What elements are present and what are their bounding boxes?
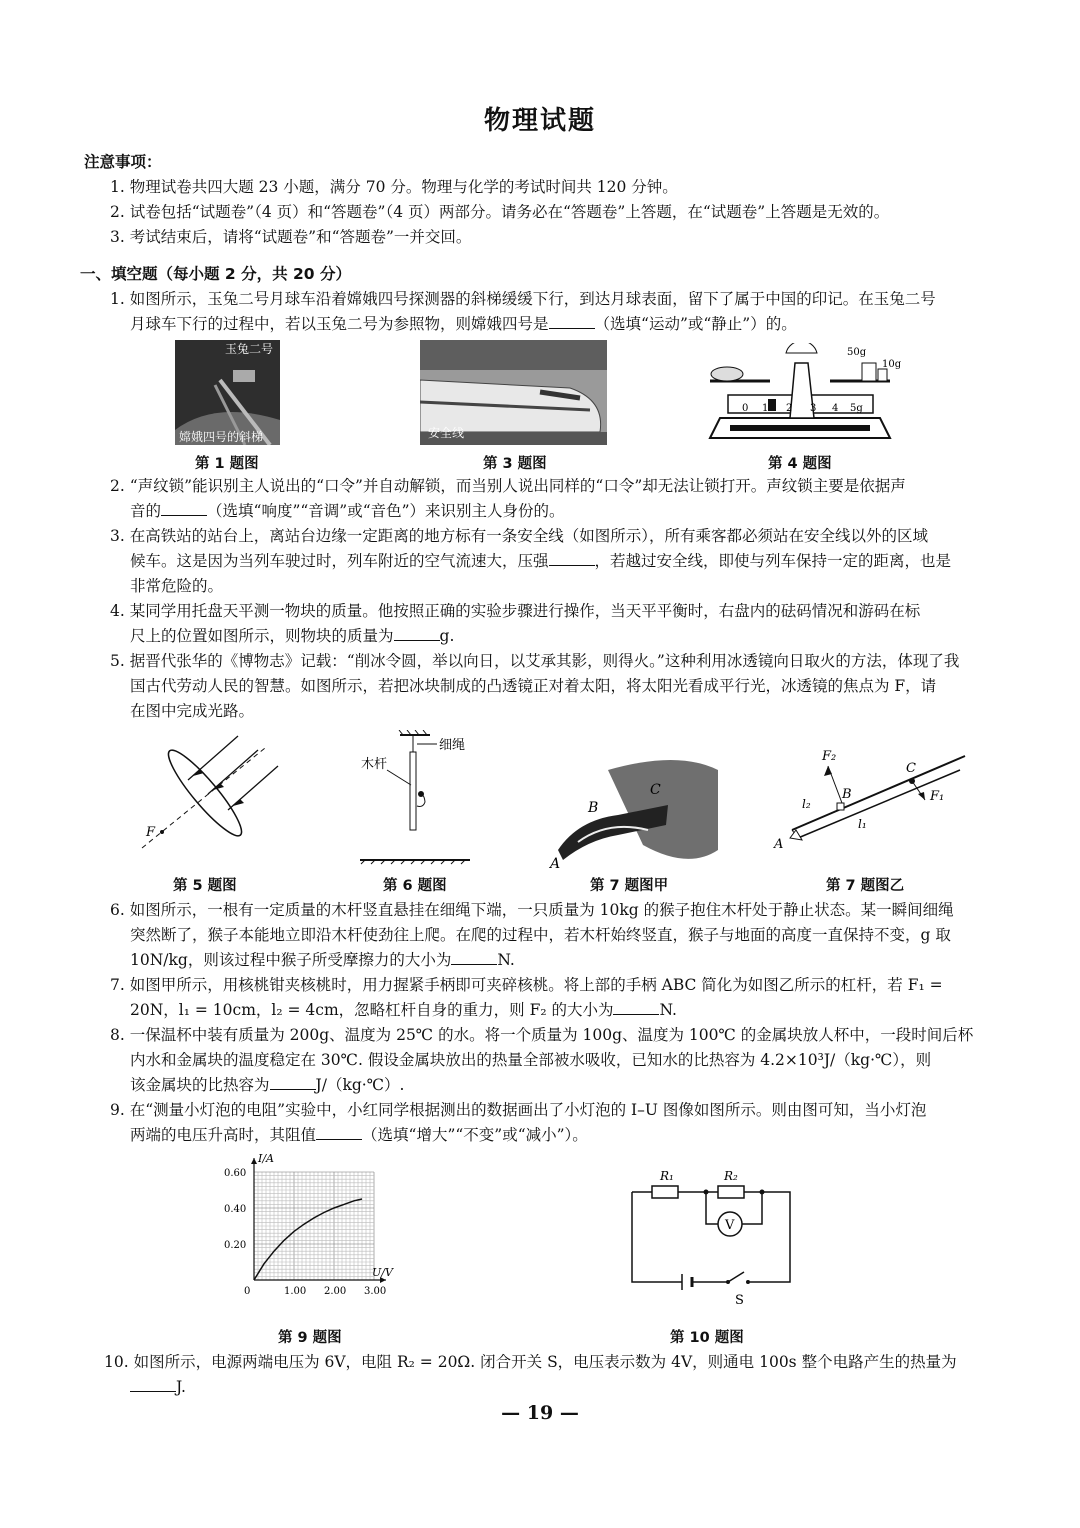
question-5-line: 国古代劳动人民的智慧。如图所示，若把冰块制成的凸透镜正对着太阳，将太阳光看成平行光，冰透镜的焦点为 F，请 bbox=[130, 677, 937, 695]
question-text: ，若越过安全线，即使与列车保持一定的距离，也是 bbox=[594, 552, 952, 570]
photo-label: 玉兔二号 bbox=[225, 342, 274, 356]
x-tick-label: 2.00 bbox=[324, 1286, 347, 1297]
figure-caption: 第 4 题图 bbox=[768, 456, 832, 472]
balance-scale-figure bbox=[690, 343, 910, 445]
resistor-label: R₂ bbox=[724, 1169, 738, 1183]
point-label: B bbox=[588, 800, 599, 816]
question-text: 10N/kg，则该过程中猴子所受摩擦力的大小为 bbox=[130, 951, 452, 969]
question-8-line: 8. 一保温杯中装有质量为 200g、温度为 25℃ 的水。将一个质量为 100g、温度为 100℃ 的金属块放人杯中，一段时间后杯 bbox=[110, 1026, 974, 1044]
weight-label: 50g bbox=[847, 347, 867, 358]
question-text: g. bbox=[439, 627, 455, 645]
notes-heading: 注意事项： bbox=[84, 153, 162, 171]
x-axis-label: U/V bbox=[372, 1266, 393, 1279]
question-text: （选填“响度”“音调”或“音色”）来识别主人身份的。 bbox=[207, 502, 565, 520]
figure-caption: 第 1 题图 bbox=[195, 456, 259, 472]
question-1-line bbox=[130, 312, 797, 336]
nutcracker-figure bbox=[548, 750, 723, 870]
force-label: F₁ bbox=[930, 789, 945, 804]
scale-tick: 1 bbox=[762, 403, 769, 414]
figure-caption: 第 9 题图 bbox=[278, 1330, 342, 1346]
x-tick-label: 0 bbox=[244, 1286, 251, 1297]
question-2-line: 2. “声纹锁”能识别主人说出的“口令”并自动解锁，而当别人说出同样的“口令”却无法让锁打开。声纹锁主要是依据声 bbox=[110, 477, 906, 495]
fig1-photo bbox=[175, 340, 280, 445]
question-5-line: 5. 据晋代张华的《博物志》记载：“削冰令圆，举以向日，以艾承其影，则得火。”这种利用冰透镜向日取火的方法，体现了我 bbox=[110, 652, 960, 670]
question-2-line bbox=[130, 499, 565, 523]
question-text: N. bbox=[497, 951, 515, 969]
answer-blank bbox=[549, 551, 595, 566]
rod-monkey-figure bbox=[355, 730, 485, 865]
scale-tick: 2 bbox=[786, 403, 793, 414]
x-tick-label: 1.00 bbox=[284, 1286, 307, 1297]
resistor-r2 bbox=[718, 1186, 744, 1198]
question-text: 尺上的位置如图所示，则物块的质量为 bbox=[130, 627, 394, 645]
y-axis-arrow bbox=[251, 1158, 257, 1164]
meter-label: V bbox=[725, 1218, 735, 1233]
chart-grid bbox=[254, 1172, 374, 1280]
arm-label: l₁ bbox=[858, 817, 867, 831]
iu-chart bbox=[222, 1150, 412, 1310]
answer-blank bbox=[394, 626, 440, 641]
switch-label: S bbox=[735, 1293, 744, 1308]
question-6-line bbox=[130, 948, 515, 972]
answer-blank bbox=[613, 1000, 659, 1015]
question-text: 20N，l₁ = 10cm，l₂ = 4cm，忽略杠杆自身的重力，则 F₂ 的大小为 bbox=[130, 1001, 614, 1019]
question-3-line bbox=[130, 549, 951, 573]
lens-figure bbox=[130, 728, 290, 858]
figure-caption: 第 3 题图 bbox=[483, 456, 547, 472]
question-3-line: 非常危险的。 bbox=[130, 577, 224, 595]
fig3-photo bbox=[420, 340, 607, 445]
question-text: 两端的电压升高时，其阻值 bbox=[130, 1126, 317, 1144]
scale-tick: 5g bbox=[850, 403, 863, 414]
rope-label: 细绳 bbox=[439, 738, 466, 753]
note-item: 2. 试卷包括“试题卷”（4 页）和“答题卷”（4 页）两部分。请务必在“答题卷”上答题，在“试题卷”上答题是无效的。 bbox=[110, 203, 890, 221]
question-4-line: 4. 某同学用托盘天平测一物块的质量。他按照正确的实验步骤进行操作，当天平平衡时，右盘内的砝码情况和游码在标 bbox=[110, 602, 921, 620]
point-label: A bbox=[550, 856, 561, 870]
figure-caption: 第 10 题图 bbox=[670, 1330, 744, 1346]
answer-blank bbox=[130, 1377, 176, 1392]
question-7-line bbox=[130, 998, 677, 1022]
figure-caption: 第 7 题图乙 bbox=[826, 878, 905, 894]
question-10-line: 10. 如图所示，电源两端电压为 6V，电阻 R₂ = 20Ω. 闭合开关 S，电压表示数为 4V，则通电 100s 整个电路产生的热量为 bbox=[104, 1353, 957, 1371]
scale-tick: 3 bbox=[810, 403, 817, 414]
question-6-line: 突然断了，猴子本能地立即沿木杆使劲往上爬。在爬的过程中，若木杆始终竖直，猴子与地面的高度一直保持不变，g 取 bbox=[130, 926, 951, 944]
point-label: C bbox=[906, 761, 916, 776]
note-item: 1. 物理试卷共四大题 23 小题，满分 70 分。物理与化学的考试时间共 120 分钟。 bbox=[110, 178, 678, 196]
circuit-figure bbox=[620, 1162, 800, 1310]
weight-label: 10g bbox=[882, 359, 902, 370]
answer-blank bbox=[161, 501, 207, 516]
figure-caption: 第 7 题图甲 bbox=[590, 878, 669, 894]
question-4-line bbox=[130, 624, 454, 648]
question-7-line: 7. 如图甲所示，用核桃钳夹核桃时，用力握紧手柄即可夹碎核桃。将上部的手柄 ABC 简化为如图乙所示的杠杆，若 F₁ = bbox=[110, 976, 943, 994]
question-text: N. bbox=[659, 1001, 677, 1019]
focus-label: F bbox=[146, 825, 156, 840]
question-8-line bbox=[130, 1073, 404, 1097]
question-text: 该金属块的比热容为 bbox=[130, 1076, 270, 1094]
y-tick-label: 0.60 bbox=[224, 1168, 247, 1179]
y-tick-label: 0.20 bbox=[224, 1240, 247, 1251]
scale-tick: 0 bbox=[742, 403, 749, 414]
question-8-line: 内水和金属块的温度稳定在 30℃. 假设金属块放出的热量全部被水吸收，已知水的比热容为 4.2×10³J/（kg·℃），则 bbox=[130, 1051, 932, 1069]
rod-label: 木杆 bbox=[361, 757, 388, 772]
question-text: 音的 bbox=[130, 502, 162, 520]
question-text: J. bbox=[176, 1378, 186, 1396]
answer-blank bbox=[316, 1125, 362, 1140]
force-label: F₂ bbox=[822, 749, 837, 764]
point-label: A bbox=[774, 837, 784, 852]
section-heading: 一、填空题（每小题 2 分，共 20 分） bbox=[80, 265, 351, 283]
resistor-r1 bbox=[652, 1186, 678, 1198]
question-5-line: 在图中完成光路。 bbox=[130, 702, 255, 720]
figure-caption: 第 5 题图 bbox=[173, 878, 237, 894]
question-9-line bbox=[130, 1123, 588, 1147]
scale-tick: 4 bbox=[832, 403, 839, 414]
y-tick-label: 0.40 bbox=[224, 1204, 247, 1215]
arm-label: l₂ bbox=[802, 797, 811, 811]
note-item: 3. 考试结束后，请将“试题卷”和“答题卷”一并交回。 bbox=[110, 228, 472, 246]
page-number: — 19 — bbox=[501, 1402, 579, 1424]
point-label: B bbox=[842, 787, 852, 802]
answer-blank bbox=[270, 1075, 316, 1090]
page-title: 物理试题 bbox=[483, 106, 596, 136]
figure-caption: 第 6 题图 bbox=[383, 878, 447, 894]
photo-label: 安全线 bbox=[428, 426, 465, 440]
photo-label: 嫦娥四号的斜梯 bbox=[179, 430, 264, 444]
question-text: （选填“运动”或“静止”）的。 bbox=[594, 315, 797, 333]
lever-diagram-figure bbox=[770, 748, 970, 858]
answer-blank bbox=[451, 950, 497, 965]
question-1-line: 1. 如图所示，玉兔二号月球车沿着嫦娥四号探测器的斜梯缓缓下行，到达月球表面，留下了属于中国的印记。在玉兔二号 bbox=[110, 290, 936, 308]
resistor-label: R₁ bbox=[660, 1169, 674, 1183]
question-9-line: 9. 在“测量小灯泡的电阻”实验中，小红同学根据测出的数据画出了小灯泡的 I–U 图像如图所示。则由图可知，当小灯泡 bbox=[110, 1101, 927, 1119]
question-text: 月球车下行的过程中，若以玉兔二号为参照物，则嫦娥四号是 bbox=[130, 315, 549, 333]
question-text: 候车。这是因为当列车驶过时，列车附近的空气流速大，压强 bbox=[130, 552, 549, 570]
question-3-line: 3. 在高铁站的站台上，离站台边缘一定距离的地方标有一条安全线（如图所示），所有乘客都必须站在安全线以外的区域 bbox=[110, 527, 928, 545]
question-6-line: 6. 如图所示，一根有一定质量的木杆竖直悬挂在细绳下端，一只质量为 10kg 的猴子抱住木杆处于静止状态。某一瞬间细绳 bbox=[110, 901, 954, 919]
y-axis-label: I/A bbox=[258, 1152, 274, 1165]
point-label: C bbox=[650, 782, 661, 798]
answer-blank bbox=[549, 314, 595, 329]
question-10-line bbox=[130, 1375, 186, 1399]
question-text: J/（kg·℃）. bbox=[315, 1076, 405, 1094]
rider-marker bbox=[768, 399, 776, 411]
question-text: （选填“增大”“不变”或“减小”）。 bbox=[362, 1126, 588, 1144]
x-tick-label: 3.00 bbox=[364, 1286, 387, 1297]
